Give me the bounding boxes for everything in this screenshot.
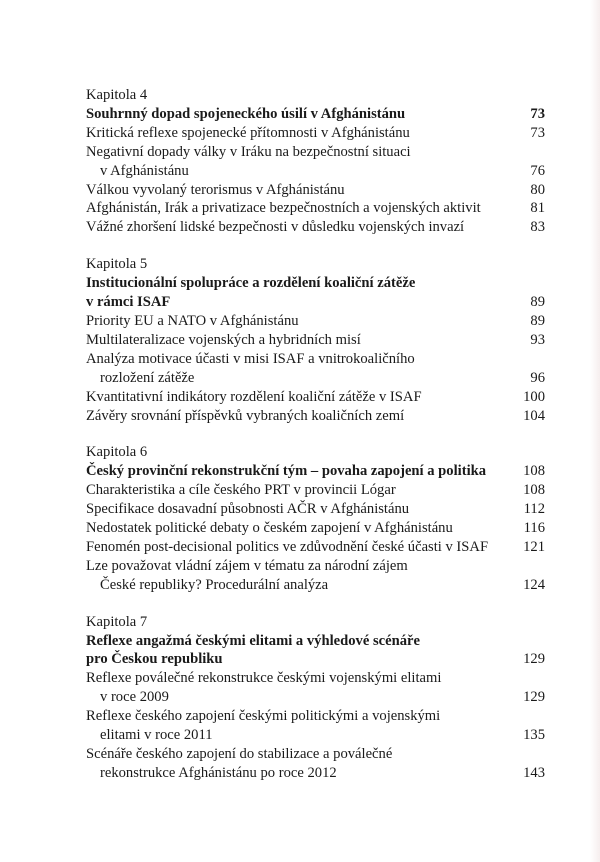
entry-title: Reflexe českého zapojení českými politickými a vojenskými: [86, 708, 441, 725]
toc-entry: [86, 388, 545, 407]
page-number: 129: [523, 651, 545, 668]
page-number: 143: [523, 764, 545, 781]
toc-entry: [86, 312, 545, 331]
entry-title-continued: pro Českou republiku: [86, 651, 223, 668]
chapter-label: Kapitola 5: [86, 256, 148, 273]
entry-title: Multilateralizace vojenských a hybridních misí: [86, 331, 361, 348]
page-edge-shadow: [590, 0, 600, 862]
page-number: 83: [530, 219, 545, 236]
entry-title: Český provinční rekonstrukční tým – povaha zapojení a politika: [86, 463, 487, 480]
page-number: 124: [523, 576, 545, 593]
page-number: 96: [530, 369, 545, 386]
entry-title: Reflexe angažmá českými elitami a výhledové scénáře: [86, 632, 420, 649]
entry-title-continued: rozložení zátěže: [100, 369, 195, 386]
page-number: 81: [530, 200, 545, 217]
entry-title: Závěry srovnání příspěvků vybraných koaličních zemí: [86, 407, 405, 424]
toc-entry: [86, 538, 545, 557]
chapter-6: [86, 443, 545, 594]
toc-entry: [86, 707, 545, 745]
entry-title-continued: elitami v roce 2011: [100, 727, 213, 744]
entry-title: Institucionální spolupráce a rozdělení koaliční zátěže: [86, 275, 416, 292]
toc-entry: [86, 199, 545, 218]
page-number: 135: [523, 727, 545, 744]
chapter-label: Kapitola 7: [86, 613, 148, 630]
toc-entry: [86, 519, 545, 538]
toc-entry: [86, 669, 545, 707]
page-number: 104: [523, 407, 545, 424]
toc-entry: [86, 331, 545, 350]
page-number: 129: [523, 689, 545, 706]
page-number: 89: [530, 294, 545, 311]
chapter-4: [86, 86, 545, 237]
toc-entry: [86, 500, 545, 519]
chapter-5: [86, 255, 545, 425]
toc-entry: [86, 407, 545, 426]
toc-entry: [86, 124, 545, 143]
page-number: 80: [530, 181, 545, 198]
chapter-heading: [86, 462, 545, 481]
entry-title: Specifikace dosavadní působnosti AČR v Afghánistánu: [86, 501, 410, 518]
entry-title-continued: rekonstrukce Afghánistánu po roce 2012: [100, 764, 337, 781]
entry-title: Fenomén post-decisional politics ve zdůvodnění české účasti v ISAF: [86, 538, 489, 555]
chapter-heading: [86, 632, 545, 670]
entry-title: Lze považovat vládní zájem v tématu za národní zájem: [86, 557, 408, 574]
entry-title: Scénáře českého zapojení do stabilizace a poválečné: [86, 746, 393, 762]
page-number: 116: [523, 520, 545, 537]
page-number: 73: [530, 124, 545, 141]
toc-entry: [86, 350, 545, 388]
page-number: 73: [530, 105, 545, 122]
toc-entry: [86, 745, 545, 783]
toc-entry: [86, 481, 545, 500]
page-number: 76: [530, 162, 545, 179]
toc-entry: [86, 218, 545, 237]
page-number: 100: [523, 388, 545, 405]
entry-title: Analýza motivace účasti v misi ISAF a vnitrokoaličního: [86, 350, 415, 367]
table-of-contents: [86, 86, 545, 801]
entry-title: Vážné zhoršení lidské bezpečnosti v důsledku vojenských invazí: [86, 219, 465, 236]
chapter-label: Kapitola 4: [86, 87, 148, 103]
chapter-heading: [86, 105, 545, 124]
entry-title-continued: v Afghánistánu: [100, 162, 189, 179]
entry-title: Souhrnný dopad spojeneckého úsilí v Afghánistánu: [86, 105, 406, 122]
page-number: 89: [530, 312, 545, 329]
chapter-heading: [86, 274, 545, 312]
entry-title: Válkou vyvolaný terorismus v Afghánistánu: [86, 181, 345, 198]
entry-title: Nedostatek politické debaty o českém zapojení v Afghánistánu: [86, 520, 453, 537]
entry-title: Kvantitativní indikátory rozdělení koaliční zátěže v ISAF: [86, 388, 422, 405]
toc-entry: [86, 181, 545, 200]
page-number: 112: [523, 501, 545, 518]
entry-title: Kritická reflexe spojenecké přítomnosti v Afghánistánu: [86, 124, 410, 141]
page-number: 108: [523, 482, 545, 499]
page-number: 121: [523, 538, 545, 555]
entry-title: Reflexe poválečné rekonstrukce českými vojenskými elitami: [86, 670, 442, 687]
toc-entry: [86, 143, 545, 181]
entry-title-continued: v rámci ISAF: [86, 294, 171, 311]
entry-title: Charakteristika a cíle českého PRT v provincii Lógar: [86, 482, 396, 499]
entry-title: Afghánistán, Irák a privatizace bezpečnostních a vojenských aktivit: [86, 200, 481, 217]
entry-title-continued: v roce 2009: [100, 689, 169, 706]
page-number: 93: [530, 331, 545, 348]
toc-entry: [86, 557, 545, 595]
page-number: 108: [523, 463, 545, 480]
entry-title: Negativní dopady války v Iráku na bezpečnostní situaci: [86, 143, 411, 160]
entry-title-continued: České republiky? Procedurální analýza: [100, 576, 329, 593]
chapter-label: Kapitola 6: [86, 444, 148, 461]
entry-title: Priority EU a NATO v Afghánistánu: [86, 312, 299, 329]
chapter-7: [86, 613, 545, 783]
